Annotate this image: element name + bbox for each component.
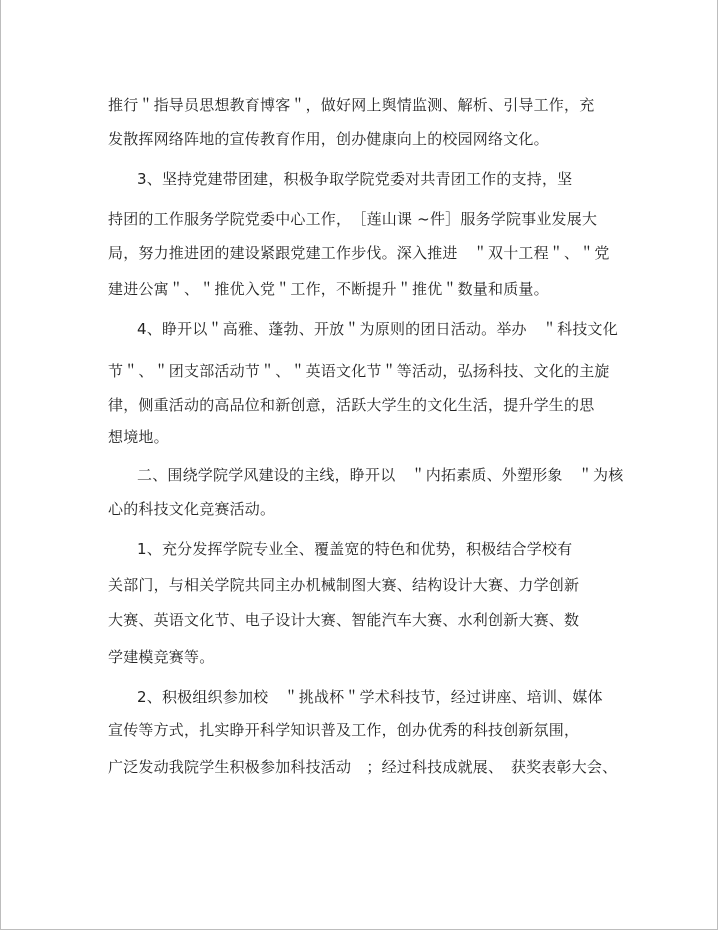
text-line: 大赛、英语文化节、电子设计大赛、智能汽车大赛、水利创新大赛、数 [108,611,580,629]
text-line: 心的科技文化竞赛活动。 [108,500,276,518]
text-line: 二、围绕学院学风建设的主线，睁开以 ＂内拓素质、外塑形象 ＂为核 [137,466,624,484]
text-line: 关部门，与相关学院共同主办机械制图大赛、结构设计大赛、力学创新 [108,576,580,594]
text-line: 局，努力推进团的建设紧跟党建工作步伐。深入推进 ＂双十工程＂、＂党 [108,244,610,262]
text-line: 发散挥网络阵地的宣传教育作用，创办健康向上的校园网络文化。 [108,130,549,148]
text-line: 推行＂指导员思想教育博客＂，做好网上舆情监测、解析、引导工作，充 [108,96,595,114]
text-line: 想境地。 [108,428,169,446]
text-line: 持团的工作服务学院党委中心工作， ［莲山课 ~件］服务学院事业发展大 [108,210,598,228]
text-line: 1、充分发挥学院专业全、覆盖宽的特色和优势，积极结合学校有 [137,540,573,558]
text-line: 3、坚持党建带团建，积极争取学院党委对共青团工作的支持，坚 [137,170,573,188]
text-line: 学建模竞赛等。 [108,648,215,666]
text-line: 律，侧重活动的高品位和新创意，活跃大学生的文化生活，提升学生的思 [108,396,595,414]
text-line: 宣传等方式，扎实睁开科学知识普及工作，创办优秀的科技创新氛围， [108,721,580,739]
text-line: 2、积极组织参加校 ＂挑战杯＂学术科技节，经过讲座、培训、媒体 [137,688,603,706]
text-line: 节＂、＂团支部活动节＂、＂英语文化节＂等活动，弘扬科技、文化的主旋 [108,362,610,380]
text-line: 建进公寓＂、＂推优入党＂工作，不断提升＂推优＂数量和质量。 [108,280,549,298]
text-line: 4、睁开以＂高雅、蓬勃、开放＂为原则的团日活动。举办 ＂科技文化 [137,320,618,338]
text-line: 广泛发动我院学生积极参加科技活动 ；经过科技成就展、 获奖表彰大会、 [108,758,618,776]
